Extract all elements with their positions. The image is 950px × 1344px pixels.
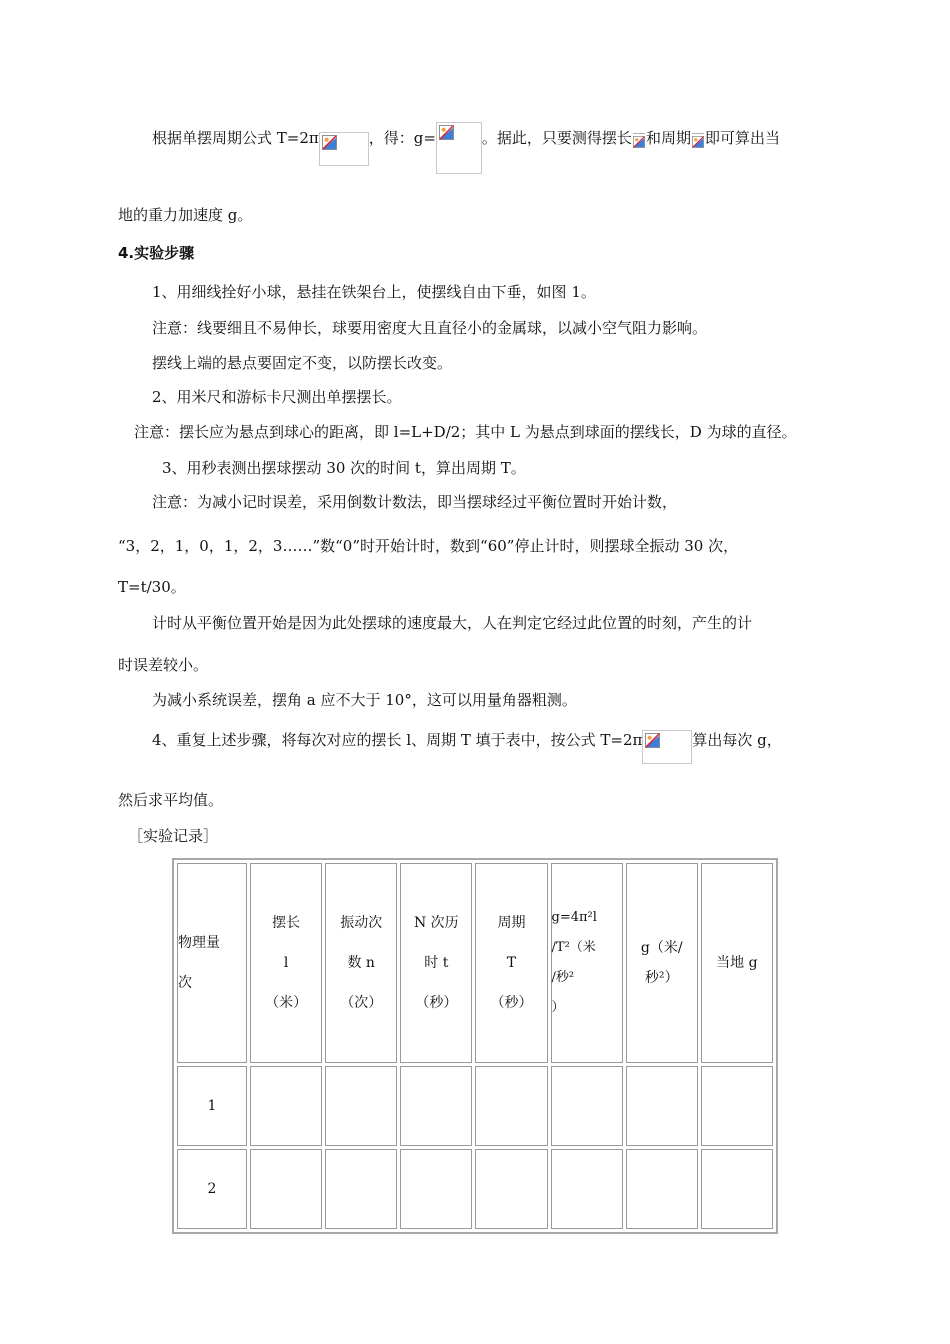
header-cell-time [400,863,472,1063]
table-cell [400,1149,472,1229]
header-line: 周期 [497,915,526,931]
step-3: 3、用秒表测出摆球摆动 30 次的时间 t，算出周期 T。 [162,459,526,477]
broken-image-icon [692,136,704,148]
header-line: 物理量 [178,935,220,951]
table-cell [551,1149,623,1229]
step-2: 2、用米尺和游标卡尺测出单摆摆长。 [152,388,402,406]
step-3-note-count: “3，2，1，0，1，2，3……”数“0”时开始计时，数到“60”停止计时，则摆球全振动 30 次， [118,537,739,555]
broken-image-icon [322,135,337,150]
table-cell [325,1149,397,1229]
header-cell-oscillations [325,863,397,1063]
header-line: 当地 g [716,955,758,971]
record-title: ［实验记录］ [128,827,219,845]
table-cell [475,1066,547,1146]
table-cell [626,1149,698,1229]
angle-note: 为减小系统误差，摆角 a 应不大于 10°，这可以用量角器粗测。 [152,691,577,709]
header-line: （米） [265,995,308,1011]
section-title: 4.实验步骤 [118,244,195,262]
header-line: l [283,955,289,971]
broken-image-icon [439,125,454,140]
header-line: T [506,955,517,971]
header-cell-g-value [626,863,698,1063]
header-cell-local-g [701,863,773,1063]
step-4-text-2: 算出每次 g， [692,731,782,749]
broken-image-icon [633,136,645,148]
formula-text-5: 即可算出当 [704,129,780,147]
timing-explanation-cont: 时误差较小。 [118,656,209,674]
period-symbol-image [692,133,704,149]
header-cell-length [250,863,322,1063]
formula-image-1 [319,132,369,166]
header-line: /T²（米 [551,940,596,955]
step-3-note: 注意：为减小记时误差，采用倒数计数法，即当摆球经过平衡位置时开始计数， [152,493,678,511]
table-cell [325,1066,397,1146]
table-cell [551,1066,623,1146]
step-1-note-2: 摆线上端的悬点要固定不变，以防摆长改变。 [152,354,453,372]
header-cell-g-formula [551,863,623,1063]
table-cell [475,1149,547,1229]
formula-text-3: 。据此，只要测得摆长 [481,129,632,147]
row-index-cell: 1 [177,1066,247,1146]
table-cell [626,1066,698,1146]
step-4-continued: 然后求平均值。 [118,791,224,809]
formula-line [152,128,780,180]
timing-explanation: 计时从平衡位置开始是因为此处摆球的速度最大，人在判定它经过此位置的时刻，产生的计 [152,614,753,632]
step-3-note-period: T=t/30。 [118,578,186,596]
table-row [177,1066,773,1146]
header-line: 时 t [424,955,449,971]
header-line: 振动次 [340,915,383,931]
table-cell [701,1066,773,1146]
table-cell [701,1149,773,1229]
step-4-formula-image [642,730,692,764]
header-line: /秒² [551,970,575,985]
header-line: （次） [340,995,383,1011]
table-header-row [177,863,773,1063]
header-line: 次 [178,975,192,991]
row-index-cell: 2 [177,1149,247,1229]
formula-text-4: 和周期 [645,129,691,147]
table-row [177,1149,773,1229]
step-4 [152,730,782,764]
header-line: （秒） [415,995,458,1011]
table-cell [250,1149,322,1229]
step-2-note: 注意：摆长应为悬点到球心的距离，即 l=L+D/2；其中 L 为悬点到球面的摆线长，D 为球的直径。 [134,423,797,441]
header-line: 数 n [347,955,375,971]
header-line: 秒²） [644,970,679,986]
length-symbol-image [633,133,645,149]
header-line: （秒） [490,995,533,1011]
step-4-text-1: 4、重复上述步骤，将每次对应的摆长 l、周期 T 填于表中，按公式 T=2π [152,731,643,749]
header-cell-period [475,863,547,1063]
record-table [172,858,778,1234]
header-line: ） [551,1000,565,1015]
formula-text-2: ，得：g= [368,129,436,147]
header-cell-quantity [177,863,247,1063]
table-cell [400,1066,472,1146]
broken-image-icon [645,733,660,748]
step-1-note: 注意：线要细且不易伸长，球要用密度大且直径小的金属球，以减小空气阻力影响。 [152,319,708,337]
header-line: g（米/ [640,940,683,956]
header-line: g=4π²l [551,910,597,925]
step-1: 1、用细线拴好小球，悬挂在铁架台上，使摆线自由下垂，如图 1。 [152,283,596,301]
formula-text-1: 根据单摆周期公式 T=2π [152,129,319,147]
header-line: 摆长 [272,915,301,931]
formula-image-2 [436,122,482,174]
header-line: N 次历 [413,915,459,931]
table-cell [250,1066,322,1146]
formula-line-continued: 地的重力加速度 g。 [118,206,253,224]
